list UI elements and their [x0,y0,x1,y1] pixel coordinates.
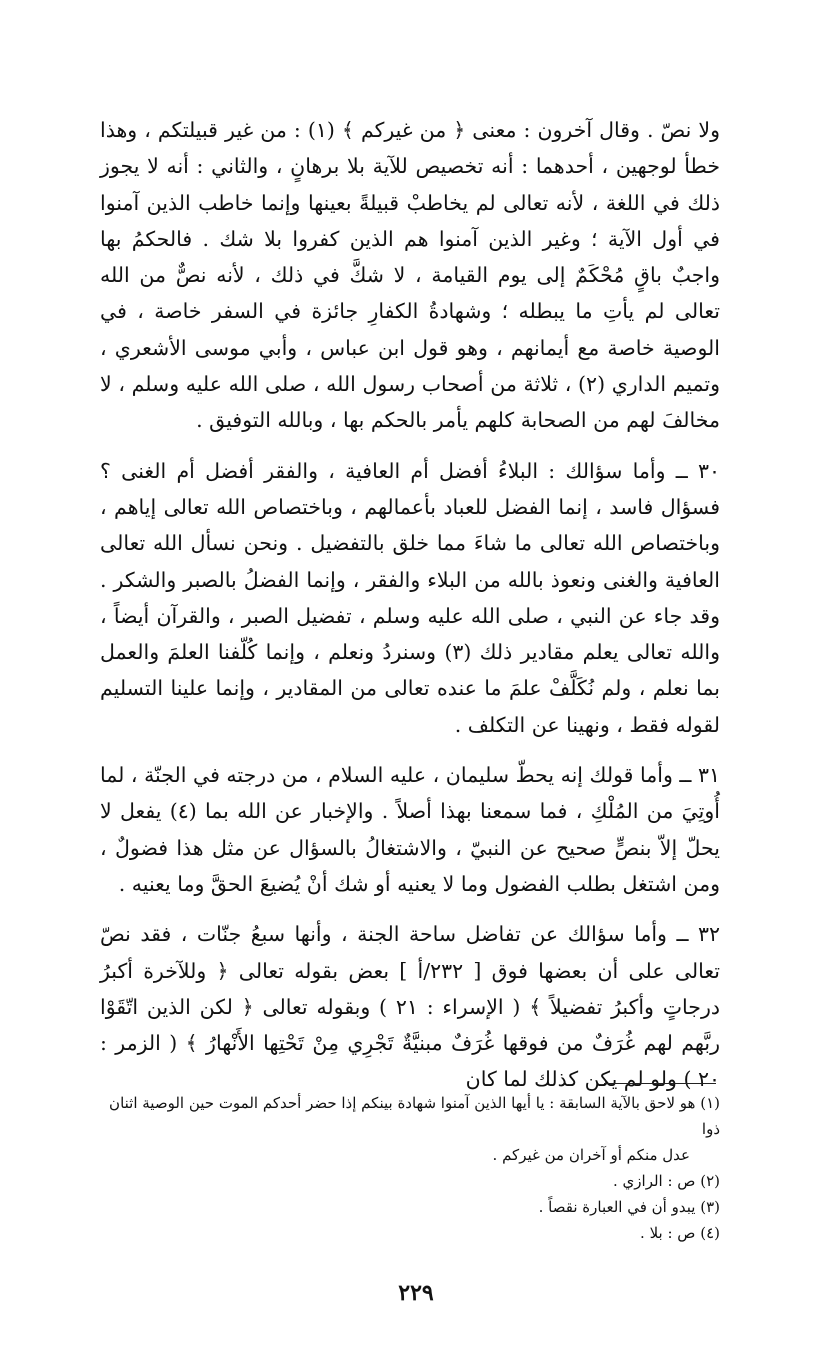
footnote-text: ص : الرازي . [613,1172,696,1190]
paragraph-31: ٣١ ــ وأما قولك إنه يحطّ سليمان ، عليه السلام ، من درجته في الجنّة ، لما أُوتِيَ من المُلْكِ ، فما سمعنا بهذا أصلاً . والإخبار عن الله بما (٤) يفعل لا يحلّ إلاّ بنصٍّ صحيح عن النبيّ ، والاشتغالُ بالسؤال عن مثل هذا فضولٌ ، ومن اشتغل بطلب الفضول وما لا يعنيه أو شك أنْ يُضيعَ الحقَّ وما يعنيه . [100,763,720,896]
footnote-text: ص : بلا . [640,1224,696,1242]
footnotes [92,1090,720,1246]
footnote-text: هو لاحق بالآية السابقة : يا أيها الذين آمنوا شهادة بينكم إذا حضر أحدكم الموت حين الوصية اثنان ذوا [109,1094,720,1138]
page-number: ٢٢٩ [398,1280,434,1306]
footnote-marker: (٤) [700,1224,720,1242]
footnote-marker: (٢) [700,1172,720,1190]
main-text [100,112,720,1112]
footnote-text: يبدو أن في العبارة نقصاً . [538,1198,696,1216]
paragraph-intro: ولا نصّ . وقال آخرون : معنى ﴿ من غيركم ﴾ (١) : من غير قبيلتكم ، وهذا خطأ لوجهين ، أحدهما : أنه تخصيص للآية بلا برهانٍ ، والثاني : أنه لا يجوز ذلك في اللغة ، لأنه تعالى لم يخاطبْ قبيلةً بعينها وإنما خاطب الذين آمنوا في أول الآية ؛ وغير الذين آمنوا هم الذين كفروا بلا شك . فالحكمُ بها واجبٌ باقٍ مُحْكَمٌ إلى يوم القيامة ، لا شكَّ في ذلك ، لأنه نصٌّ من الله تعالى لم يأتِ ما يبطله ؛ وشهادةُ الكفارِ جائزة في السفر خاصة ، في الوصية خاصة مع أيمانهم ، وهو قول ابن عباس ، وأبي موسى الأشعري ، وتميم الداري (٢) ، ثلاثة من أصحاب رسول الله ، صلى الله عليه وسلم ، لا مخالفَ لهم من الصحابة كلهم يأمر بالحكم بها ، وبالله التوفيق . [100,118,721,433]
footnote-1-continuation: عدل منكم أو آخران من غيركم . [492,1146,690,1164]
footnote-3 [92,1194,720,1220]
paragraph-32: ٣٢ ــ وأما سؤالك عن تفاضل ساحة الجنة ، وأنها سبعُ جنّات ، فقد نصّ تعالى على أن بعضها فوق [ ٢٣٢/أ ] بعض بقوله تعالى ﴿ وللآخرة أكبرُ درجاتٍ وأكبرُ تفضيلاً ﴾ ( الإسراء : ٢١ ) وبقوله تعالى ﴿ لكن الذين اتّقَوْا ربَّهم لهم غُرَفٌ من فوقها غُرَفٌ مبنيَّةٌ تَجْرِي مِنْ تَحْتِها الأَنْهارُ ﴾ ( الزمر : ٢٠ ) ولو لم يكن كذلك لما كان [100,922,721,1092]
footnote-marker: (٣) [700,1198,720,1216]
footnote-4 [92,1220,720,1246]
paragraph-30: ٣٠ ــ وأما سؤالك : البلاءُ أفضل أم العافية ، والفقر أفضل أم الغنى ؟ فسؤال فاسد ، إنما الفضل للعباد بأعمالهم ، وباختصاص الله تعالى إياهم ، وباختصاص الله تعالى ما شاءَ مما خلق بالتفضيل . ونحن نسأل الله تعالى العافية والغنى ونعوذ بالله من البلاء والفقر ، وإنما الفضلُ بالصبر والشكر . وقد جاء عن النبي ، صلى الله عليه وسلم ، تفضيل الصبر ، والقرآن أيضاً ، والله تعالى يعلم مقادير ذلك (٣) وسنردُ ونعلم ، وإنما كُلّفنا العلمَ والعمل بما نعلم ، ولم نُكَلَّفْ علمَ ما عنده تعالى من المقادير ، وإنما علينا التسليم لقوله فقط ، ونهينا عن التكلف . [100,458,720,737]
footnote-marker: (١) [700,1094,720,1112]
footnote-divider [604,1083,716,1084]
footnote-1 [92,1090,720,1142]
footnote-2 [92,1168,720,1194]
